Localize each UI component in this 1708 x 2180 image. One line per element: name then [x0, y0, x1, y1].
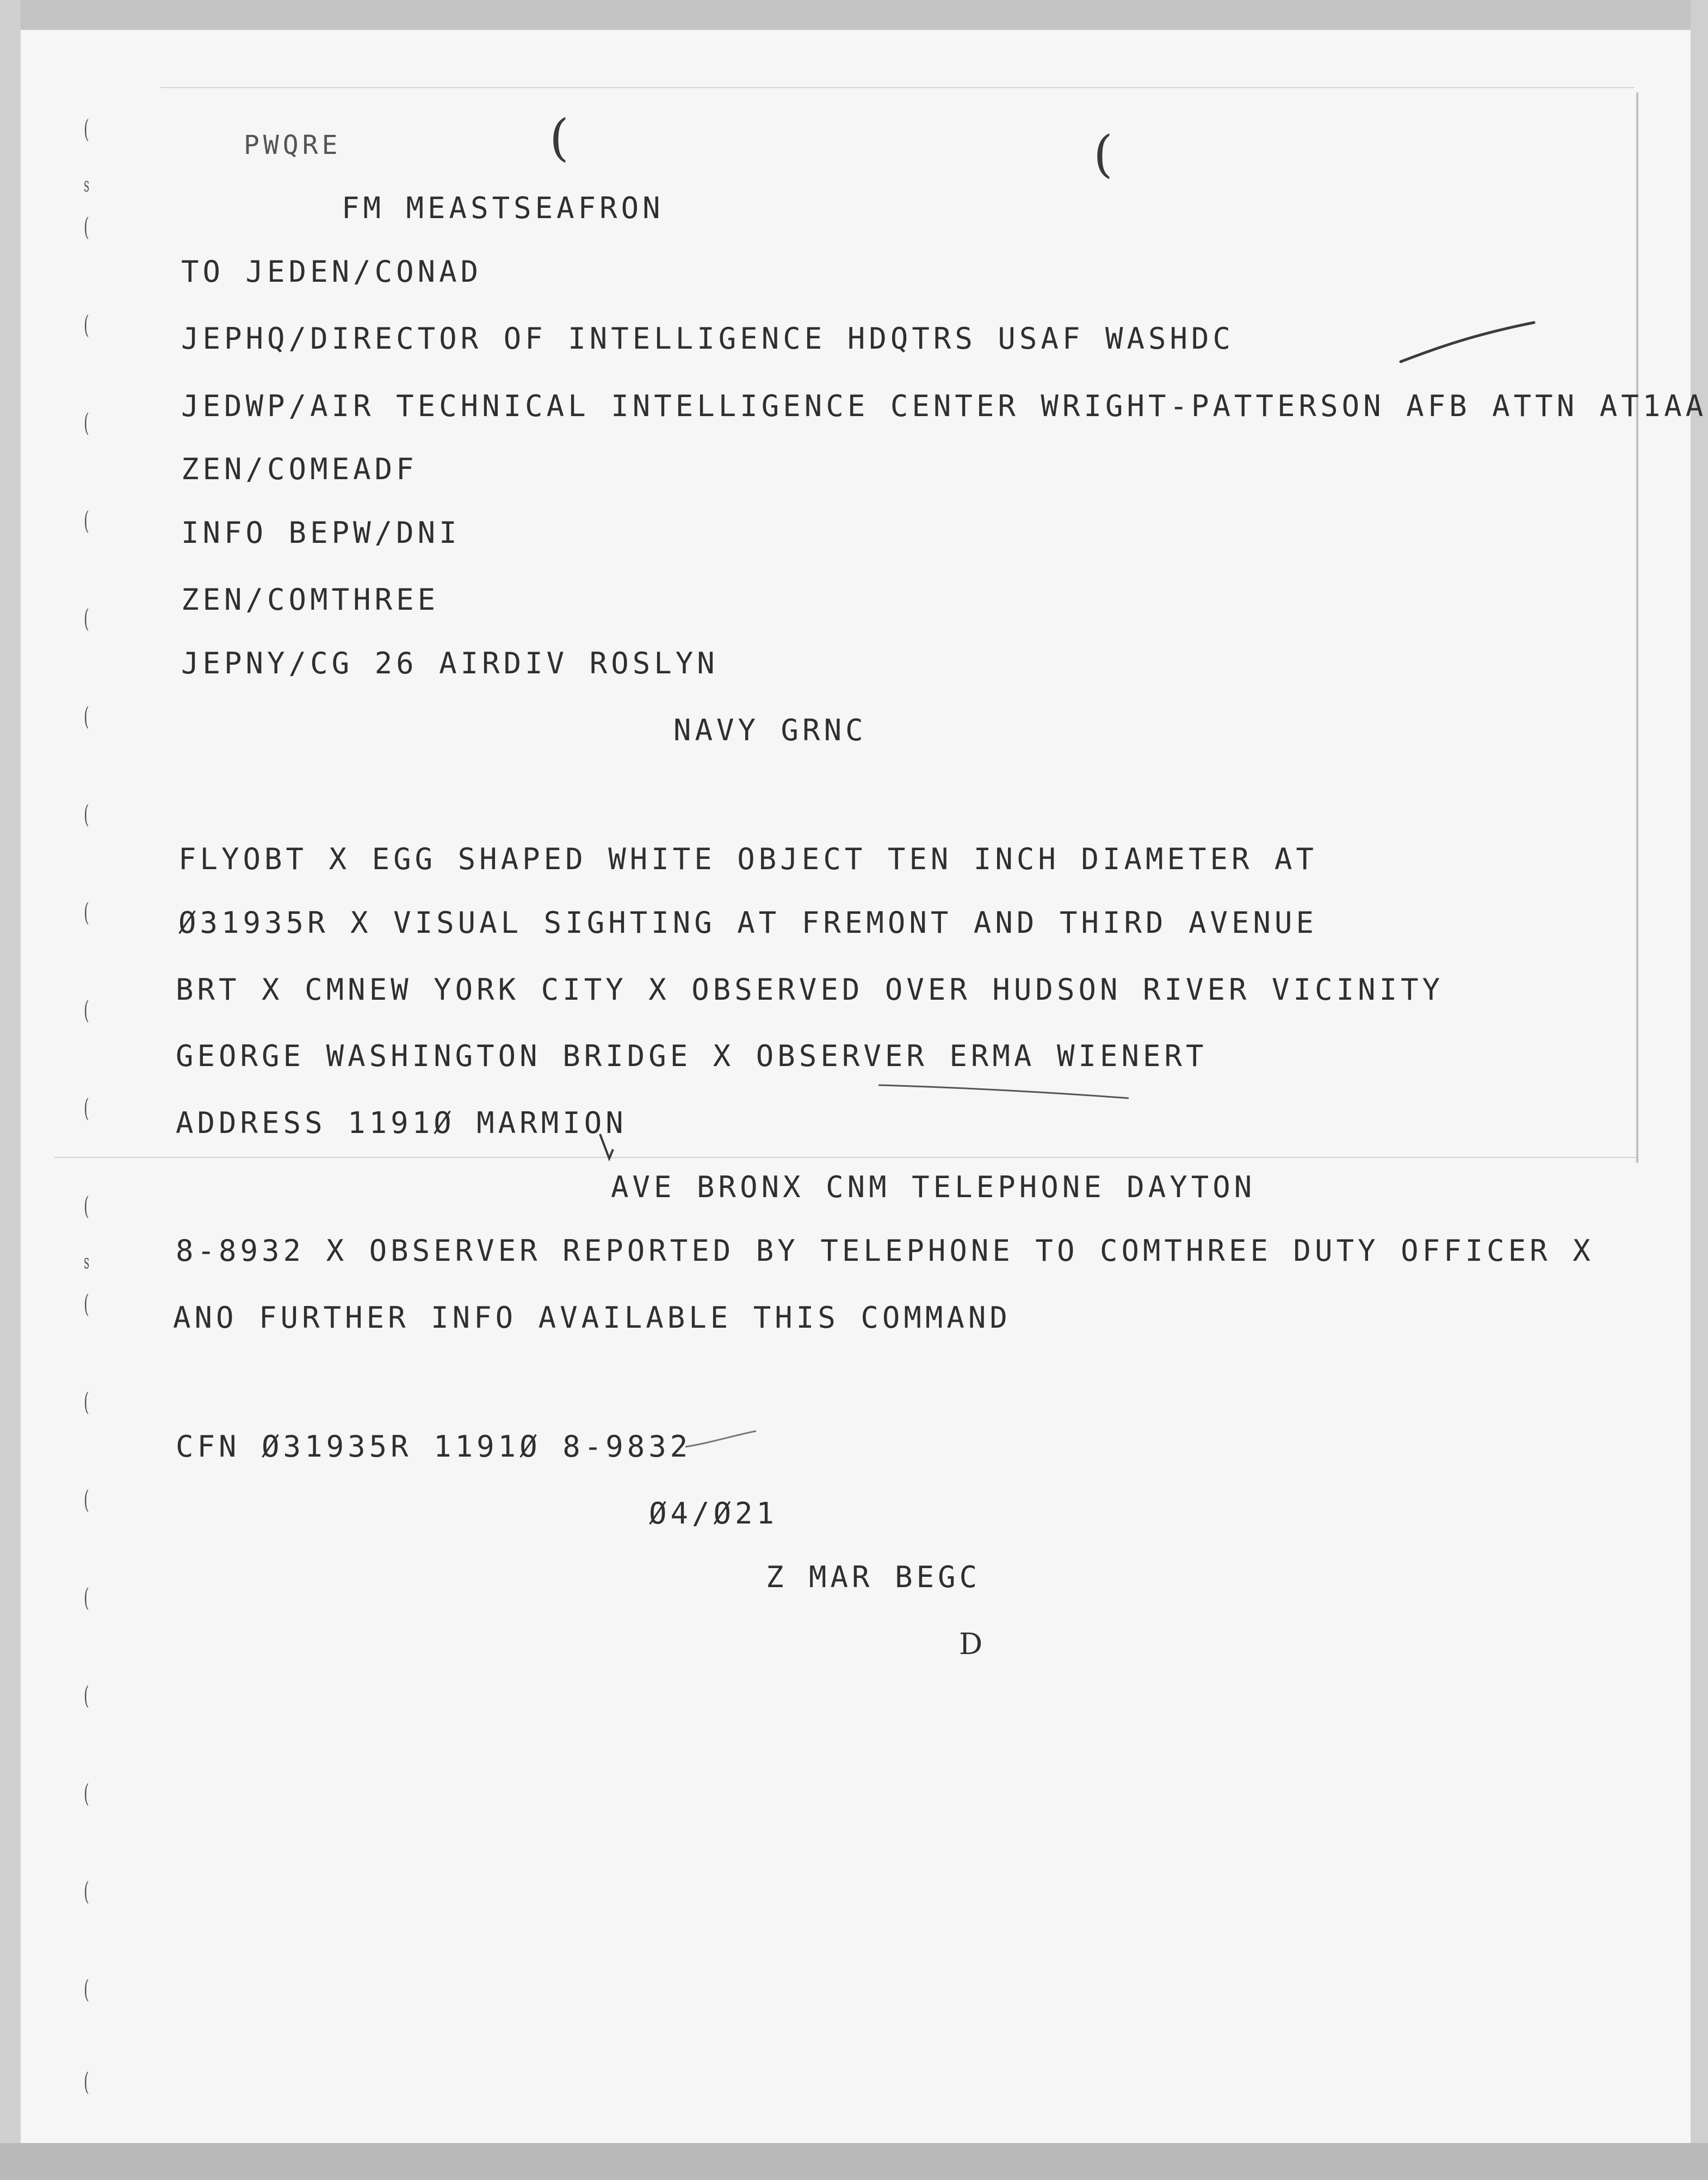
- addressee-line: ZEN/COMTHREE: [181, 583, 440, 617]
- paper-edge-right: [1636, 92, 1638, 1163]
- handwritten-paren-mark: (: [549, 109, 569, 167]
- perforation-mark: (: [84, 1876, 89, 1906]
- scan-border-bottom: [0, 2143, 1708, 2180]
- perforation-mark: (: [84, 800, 89, 829]
- perforation-mark: (: [84, 1681, 89, 1710]
- pen-stroke-mark: [683, 1428, 759, 1450]
- perforation-mark: (: [84, 1779, 89, 1808]
- perforation-mark: (: [84, 995, 89, 1025]
- underline-mark: [876, 1080, 1131, 1101]
- addressee-line: JEDWP/AIR TECHNICAL INTELLIGENCE CENTER WRIGHT-PATTERSON AFB ATTN AT1AA: [181, 389, 1707, 423]
- perforation-mark: (: [84, 212, 89, 241]
- perforation-mark: (: [84, 604, 89, 633]
- body-line: FLYOBT X EGG SHAPED WHITE OBJECT TEN INCH DIAMETER AT: [178, 842, 1318, 876]
- perforation-mark: (: [84, 1289, 89, 1318]
- perforation-mark: s: [84, 174, 90, 196]
- correction-line: CFN Ø31935R 1191Ø 8-9832: [176, 1429, 692, 1464]
- scan-border-top: [0, 0, 1708, 30]
- body-line: ANO FURTHER INFO AVAILABLE THIS COMMAND: [173, 1300, 1011, 1335]
- perforation-mark: (: [84, 1974, 89, 2004]
- body-line: AVE BRONX CNM TELEPHONE DAYTON: [611, 1170, 1256, 1204]
- addressee-line: INFO BEPW/DNI: [181, 516, 461, 550]
- perforation-mark: (: [84, 506, 89, 535]
- perforation-mark: (: [84, 897, 89, 927]
- body-line: GEORGE WASHINGTON BRIDGE X OBSERVER ERMA WIENERT: [176, 1039, 1208, 1073]
- perforation-mark: (: [84, 1093, 89, 1123]
- perforation-mark: (: [84, 1583, 89, 1612]
- date-time-group: Ø4/Ø21: [649, 1496, 778, 1531]
- perforation-mark: (: [84, 310, 89, 339]
- routing-indicator: PWQRE: [244, 130, 342, 160]
- body-line: Ø31935R X VISUAL SIGHTING AT FREMONT AND THIRD AVENUE: [178, 906, 1318, 940]
- perforation-mark: (: [84, 2067, 89, 2096]
- time-zone-line: Z MAR BEGC: [766, 1560, 981, 1594]
- body-line: BRT X CMNEW YORK CITY X OBSERVED OVER HUDSON RIVER VICINITY: [176, 973, 1444, 1007]
- end-of-message-mark: D: [959, 1627, 987, 1661]
- perforation-mark: (: [84, 114, 89, 144]
- pen-stroke-mark: [1398, 318, 1539, 367]
- addressee-line: JEPHQ/DIRECTOR OF INTELLIGENCE HDQTRS USAF WASHDC: [181, 321, 1235, 356]
- addressee-line: TO JEDEN/CONAD: [181, 255, 482, 289]
- classification-line: NAVY GRNC: [673, 713, 867, 747]
- scan-border-left: [0, 0, 21, 2180]
- perforation-mark: s: [84, 1251, 90, 1273]
- perforation-mark: (: [84, 1387, 89, 1416]
- perforation-mark: (: [84, 1485, 89, 1514]
- addressee-line: ZEN/COMEADF: [181, 452, 418, 486]
- perforation-mark: (: [84, 408, 89, 437]
- caret-insert-mark: [596, 1129, 623, 1167]
- message-originator: FM MEASTSEAFRON: [342, 191, 664, 225]
- body-line: ADDRESS 1191Ø MARMION: [176, 1106, 627, 1140]
- scan-border-right: [1691, 0, 1708, 2180]
- body-line: 8-8932 X OBSERVER REPORTED BY TELEPHONE TO COMTHREE DUTY OFFICER X: [176, 1234, 1594, 1268]
- paper-edge-top: [160, 87, 1635, 88]
- paper-fold-line: [54, 1157, 1637, 1158]
- handwritten-paren-mark: (: [1093, 125, 1113, 183]
- perforation-mark: (: [84, 702, 89, 731]
- perforation-mark: (: [84, 1191, 89, 1221]
- addressee-line: JEPNY/CG 26 AIRDIV ROSLYN: [181, 646, 719, 680]
